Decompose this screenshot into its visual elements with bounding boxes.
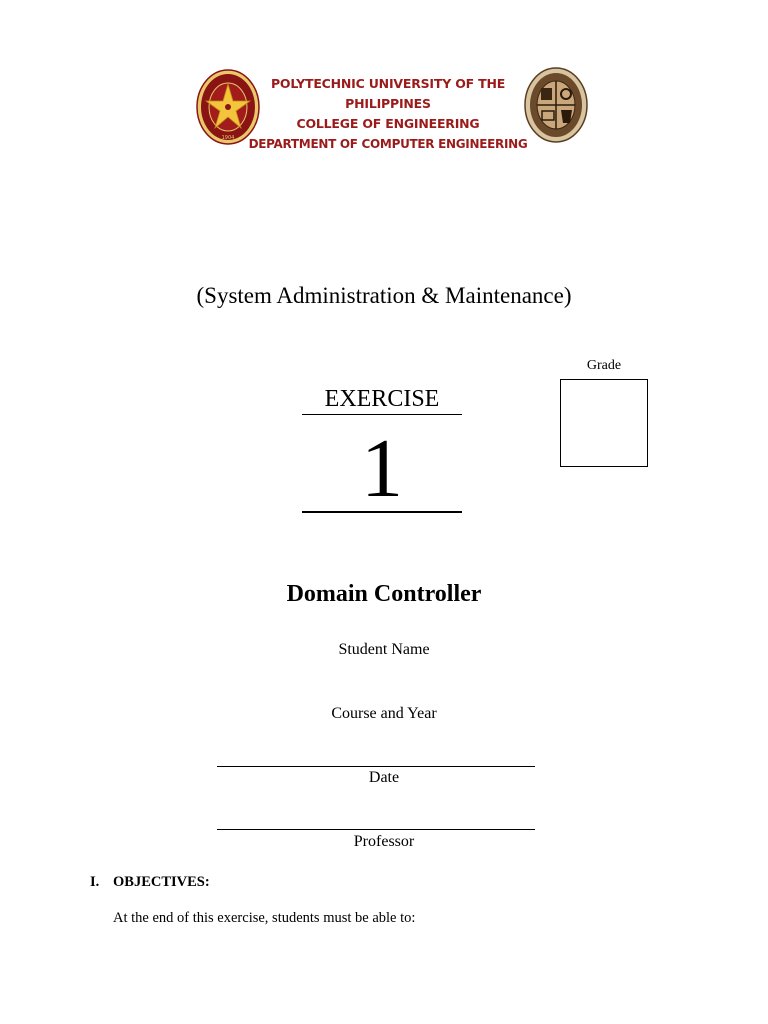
department-name: DEPARTMENT OF COMPUTER ENGINEERING bbox=[248, 137, 528, 151]
objectives-heading-text: OBJECTIVES: bbox=[113, 874, 210, 890]
exercise-label: EXERCISE bbox=[324, 386, 440, 412]
subject-title: (System Administration & Maintenance) bbox=[196, 283, 572, 308]
professor-label: Professor bbox=[353, 833, 415, 850]
grade-label: Grade bbox=[586, 358, 622, 373]
exercise-title: Domain Controller bbox=[286, 581, 482, 607]
document-header bbox=[190, 62, 586, 152]
grade-box bbox=[560, 379, 648, 467]
computer-engineering-seal-icon bbox=[524, 66, 588, 144]
objectives-intro: At the end of this exercise, students must be able to: bbox=[113, 910, 416, 926]
student-name-label: Student Name bbox=[338, 641, 430, 658]
seal-year-text: 1904 bbox=[221, 135, 235, 141]
header-text-block bbox=[248, 74, 528, 154]
objectives-heading bbox=[90, 874, 210, 891]
date-line bbox=[217, 829, 535, 830]
date-label: Date bbox=[368, 769, 400, 786]
objectives-numeral: I. bbox=[90, 874, 100, 890]
college-name: COLLEGE OF ENGINEERING bbox=[296, 116, 480, 131]
cpe-seal-graphic bbox=[524, 66, 588, 144]
course-year-line bbox=[217, 766, 535, 767]
exercise-number: 1 bbox=[361, 422, 403, 515]
course-year-label: Course and Year bbox=[331, 705, 437, 722]
university-name: POLYTECHNIC UNIVERSITY OF THE PHILIPPINES bbox=[270, 76, 506, 111]
exercise-number-underline bbox=[302, 511, 462, 513]
exercise-divider bbox=[302, 414, 462, 415]
